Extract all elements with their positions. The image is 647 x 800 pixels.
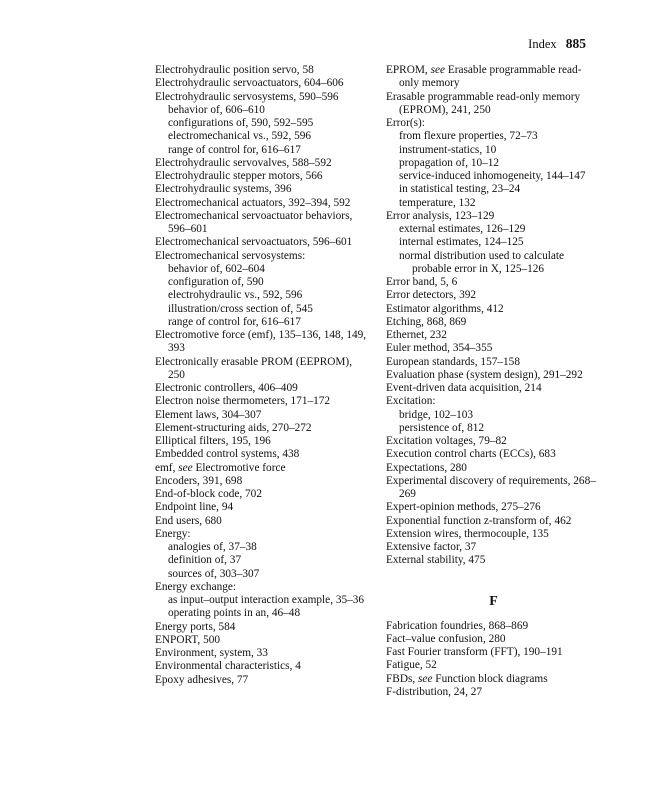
index-entry xyxy=(386,633,601,646)
index-entry xyxy=(155,501,370,514)
index-entry xyxy=(155,475,370,488)
index-entry-text: illustration/cross section of, 545 xyxy=(168,302,313,315)
index-entry-text: Execution control charts (ECCs), 683 xyxy=(386,448,556,461)
index-entry xyxy=(155,515,370,528)
index-entry-text: Erasable programmable read-only memory (EPROM), 241, 250 xyxy=(386,90,581,116)
index-entry xyxy=(155,64,370,77)
index-entry-text: operating points in an, 46–48 xyxy=(168,607,301,620)
index-entry xyxy=(386,673,601,686)
index-entry xyxy=(155,674,370,687)
index-entry-text: Fabrication foundries, 868–869 xyxy=(386,619,529,632)
index-entry xyxy=(386,369,601,382)
index-entry xyxy=(386,342,601,355)
index-entry xyxy=(386,382,601,395)
index-entry-text: Electromechanical servoactuator behaviors, 596–601 xyxy=(155,209,353,235)
index-entry xyxy=(155,554,370,567)
index-entry-text: bridge, 102–103 xyxy=(399,408,474,421)
index-entry-text: Ethernet, 232 xyxy=(386,329,447,341)
index-entry-text: Fact–value confusion, 280 xyxy=(386,632,506,645)
index-entry xyxy=(155,448,370,461)
index-entry xyxy=(386,316,601,329)
index-entry xyxy=(386,435,601,448)
index-entry-text: Evaluation phase (system design), 291–292 xyxy=(386,368,583,381)
index-entry xyxy=(386,117,601,130)
index-entry xyxy=(155,303,370,316)
index-entry xyxy=(386,157,601,170)
index-entry xyxy=(155,289,370,302)
index-entry-text: normal distribution used to calculate probable error in X, 125–126 xyxy=(399,249,565,275)
index-entry-text: Electromechanical servosystems: xyxy=(155,249,306,262)
index-entry-text: persistence of, 812 xyxy=(399,421,485,434)
index-entry xyxy=(386,183,601,196)
running-header-label: Index xyxy=(528,37,557,51)
index-entry-text: Exponential function z-transform of, 462 xyxy=(386,514,572,527)
index-column-right xyxy=(386,64,601,699)
index-entry-text: Euler method, 354–355 xyxy=(386,342,493,355)
index-entry-text: Electromechanical servoactuators, 596–601 xyxy=(155,236,353,249)
index-entry xyxy=(155,382,370,395)
index-entry xyxy=(386,130,601,143)
index-entry xyxy=(155,621,370,634)
index-entry xyxy=(155,77,370,90)
index-entry xyxy=(155,568,370,581)
index-entry-text: Element-structuring aids, 270–272 xyxy=(155,421,312,434)
index-entry xyxy=(386,462,601,475)
index-entry-text: Embedded control systems, 438 xyxy=(155,448,300,461)
index-entry xyxy=(155,170,370,183)
index-entry-text: Event-driven data acquisition, 214 xyxy=(386,382,542,394)
index-entry xyxy=(386,528,601,541)
index-entry-text: Electron noise thermometers, 171–172 xyxy=(155,395,331,408)
index-entry xyxy=(386,448,601,461)
index-entry xyxy=(155,130,370,143)
index-entry-text: as input–output interaction example, 35–36 xyxy=(168,594,365,606)
index-entry-text: Elliptical filters, 195, 196 xyxy=(155,435,271,447)
index-entry xyxy=(155,236,370,249)
index-entry xyxy=(386,250,601,277)
index-entry xyxy=(155,395,370,408)
index-entry xyxy=(155,91,370,104)
index-entry xyxy=(155,250,370,263)
index-entry xyxy=(386,395,601,408)
index-entry xyxy=(386,329,601,342)
index-entry xyxy=(386,501,601,514)
index-entry xyxy=(155,435,370,448)
index-entry xyxy=(386,646,601,659)
index-entry-text: configuration of, 590 xyxy=(168,276,264,288)
index-entry xyxy=(155,210,370,237)
index-entry-text: Electronically erasable PROM (EEPROM), 250 xyxy=(155,355,353,381)
index-entry-text: Error(s): xyxy=(386,117,425,129)
index-entry-text: Element laws, 304–307 xyxy=(155,408,262,421)
index-entry xyxy=(386,554,601,567)
index-entry-text: definition of, 37 xyxy=(168,554,242,567)
index-entry xyxy=(386,409,601,422)
index-entry-text: behavior of, 606–610 xyxy=(168,103,265,116)
index-entry-text: Electrohydraulic systems, 396 xyxy=(155,183,292,196)
index-entry-text: Extension wires, thermocouple, 135 xyxy=(386,527,549,540)
index-entry xyxy=(386,64,601,91)
index-entry xyxy=(386,197,601,210)
index-entry xyxy=(386,541,601,554)
index-entry-text: EPROM, see Erasable programmable read-only memory xyxy=(386,64,582,90)
index-entry xyxy=(155,183,370,196)
index-entry xyxy=(386,144,601,157)
index-entry-text: Encoders, 391, 698 xyxy=(155,474,243,487)
index-entry-text: Expectations, 280 xyxy=(386,461,467,474)
index-entry-text: Energy ports, 584 xyxy=(155,620,236,633)
index-entry-text: sources of, 303–307 xyxy=(168,567,260,580)
index-entry xyxy=(155,422,370,435)
index-entry xyxy=(386,170,601,183)
index-entry-text: European standards, 157–158 xyxy=(386,355,520,368)
index-entry-text: electromechanical vs., 592, 596 xyxy=(168,130,312,143)
index-entry-text: End users, 680 xyxy=(155,514,222,527)
index-entry xyxy=(155,316,370,329)
index-entry-text: range of control for, 616–617 xyxy=(168,143,301,156)
index-entry xyxy=(155,488,370,501)
index-entry xyxy=(386,422,601,435)
index-entry-text: Experimental discovery of requirements, 268–269 xyxy=(386,474,596,500)
index-entry-text: Epoxy adhesives, 77 xyxy=(155,673,249,686)
index-entry xyxy=(155,594,370,607)
index-entry-text: Excitation voltages, 79–82 xyxy=(386,435,507,447)
index-entry xyxy=(386,356,601,369)
index-entry-text: Fast Fourier transform (FFT), 190–191 xyxy=(386,646,563,658)
index-entry xyxy=(386,659,601,672)
index-entry-text: F-distribution, 24, 27 xyxy=(386,685,483,698)
index-entry-text: electrohydraulic vs., 592, 596 xyxy=(168,289,303,302)
page-number: 885 xyxy=(565,36,586,51)
index-entry-text: Extensive factor, 37 xyxy=(386,541,477,553)
index-entry xyxy=(155,329,370,356)
index-entry-text: FBDs, see Function block diagrams xyxy=(386,672,548,685)
index-entry-text: Endpoint line, 94 xyxy=(155,501,234,514)
index-entry xyxy=(155,356,370,383)
index-entry-text: Expert-opinion methods, 275–276 xyxy=(386,501,541,514)
index-entry-text: Energy: xyxy=(155,527,191,540)
index-entry xyxy=(386,236,601,249)
index-entry-text: temperature, 132 xyxy=(399,196,476,209)
index-entry xyxy=(155,409,370,422)
index-entry-text: Energy exchange: xyxy=(155,580,237,593)
index-entry xyxy=(155,607,370,620)
index-entry xyxy=(386,620,601,633)
index-entry xyxy=(155,144,370,157)
section-heading-f: F xyxy=(489,593,498,609)
index-entry-text: Electrohydraulic servoactuators, 604–606 xyxy=(155,77,344,90)
page-header xyxy=(528,36,586,52)
index-entry-text: Etching, 868, 869 xyxy=(386,315,467,328)
index-entry-text: Environment, system, 33 xyxy=(155,647,268,659)
index-entry xyxy=(386,475,601,502)
index-entry xyxy=(155,104,370,117)
index-entry-text: configurations of, 590, 592–595 xyxy=(168,117,314,129)
index-entry xyxy=(386,210,601,223)
index-entry-text: in statistical testing, 23–24 xyxy=(399,183,521,196)
index-entry-text: external estimates, 126–129 xyxy=(399,223,526,235)
index-entry-text: Electrohydraulic servosystems, 590–596 xyxy=(155,90,339,103)
index-entry xyxy=(386,276,601,289)
index-entry xyxy=(386,223,601,236)
index-entry xyxy=(386,91,601,118)
index-entry xyxy=(155,647,370,660)
index-entry xyxy=(386,686,601,699)
index-entry-text: ENPORT, 500 xyxy=(155,633,221,646)
index-entry-text: internal estimates, 124–125 xyxy=(399,236,524,249)
index-entry xyxy=(386,289,601,302)
index-entry xyxy=(155,276,370,289)
index-entry-text: Error band, 5, 6 xyxy=(386,276,458,288)
index-entry-text: Electromechanical actuators, 392–394, 592 xyxy=(155,196,351,209)
index-entry-text: Estimator algorithms, 412 xyxy=(386,302,504,315)
index-entry xyxy=(155,541,370,554)
index-entry-text: Electrohydraulic servovalves, 588–592 xyxy=(155,156,332,169)
index-entry-text: Fatigue, 52 xyxy=(386,659,437,672)
index-entry xyxy=(155,634,370,647)
index-entry-text: External stability, 475 xyxy=(386,554,486,567)
index-entry-text: range of control for, 616–617 xyxy=(168,315,301,328)
index-entry-text: instrument-statics, 10 xyxy=(399,143,497,156)
index-entry-text: service-induced inhomogeneity, 144–147 xyxy=(399,170,586,182)
index-entry-text: Electrohydraulic stepper motors, 566 xyxy=(155,170,323,182)
index-entry xyxy=(155,528,370,541)
index-entry-text: propagation of, 10–12 xyxy=(399,156,500,169)
index-entry-text: Electrohydraulic position servo, 58 xyxy=(155,64,314,76)
index-entry xyxy=(386,515,601,528)
index-entry xyxy=(155,263,370,276)
index-entry xyxy=(386,303,601,316)
index-entry-text: from flexure properties, 72–73 xyxy=(399,130,538,143)
index-entry xyxy=(155,117,370,130)
index-entry-text: Electromotive force (emf), 135–136, 148, 149, 393 xyxy=(155,329,367,355)
index-entry-text: Environmental characteristics, 4 xyxy=(155,660,301,673)
index-column-left xyxy=(155,64,370,687)
index-entry-text: End-of-block code, 702 xyxy=(155,488,262,500)
index-entry xyxy=(155,197,370,210)
index-entry-text: Excitation: xyxy=(386,395,436,408)
index-entry-text: Electronic controllers, 406–409 xyxy=(155,382,298,394)
index-entry-text: behavior of, 602–604 xyxy=(168,262,265,275)
index-entry-text: Error analysis, 123–129 xyxy=(386,209,495,222)
index-entry-text: Error detectors, 392 xyxy=(386,289,477,302)
index-entry xyxy=(155,660,370,673)
index-entry xyxy=(155,462,370,475)
index-entry xyxy=(155,581,370,594)
index-entry xyxy=(155,157,370,170)
index-entry-text: emf, see Electromotive force xyxy=(155,461,286,474)
index-entry-text: analogies of, 37–38 xyxy=(168,541,257,553)
